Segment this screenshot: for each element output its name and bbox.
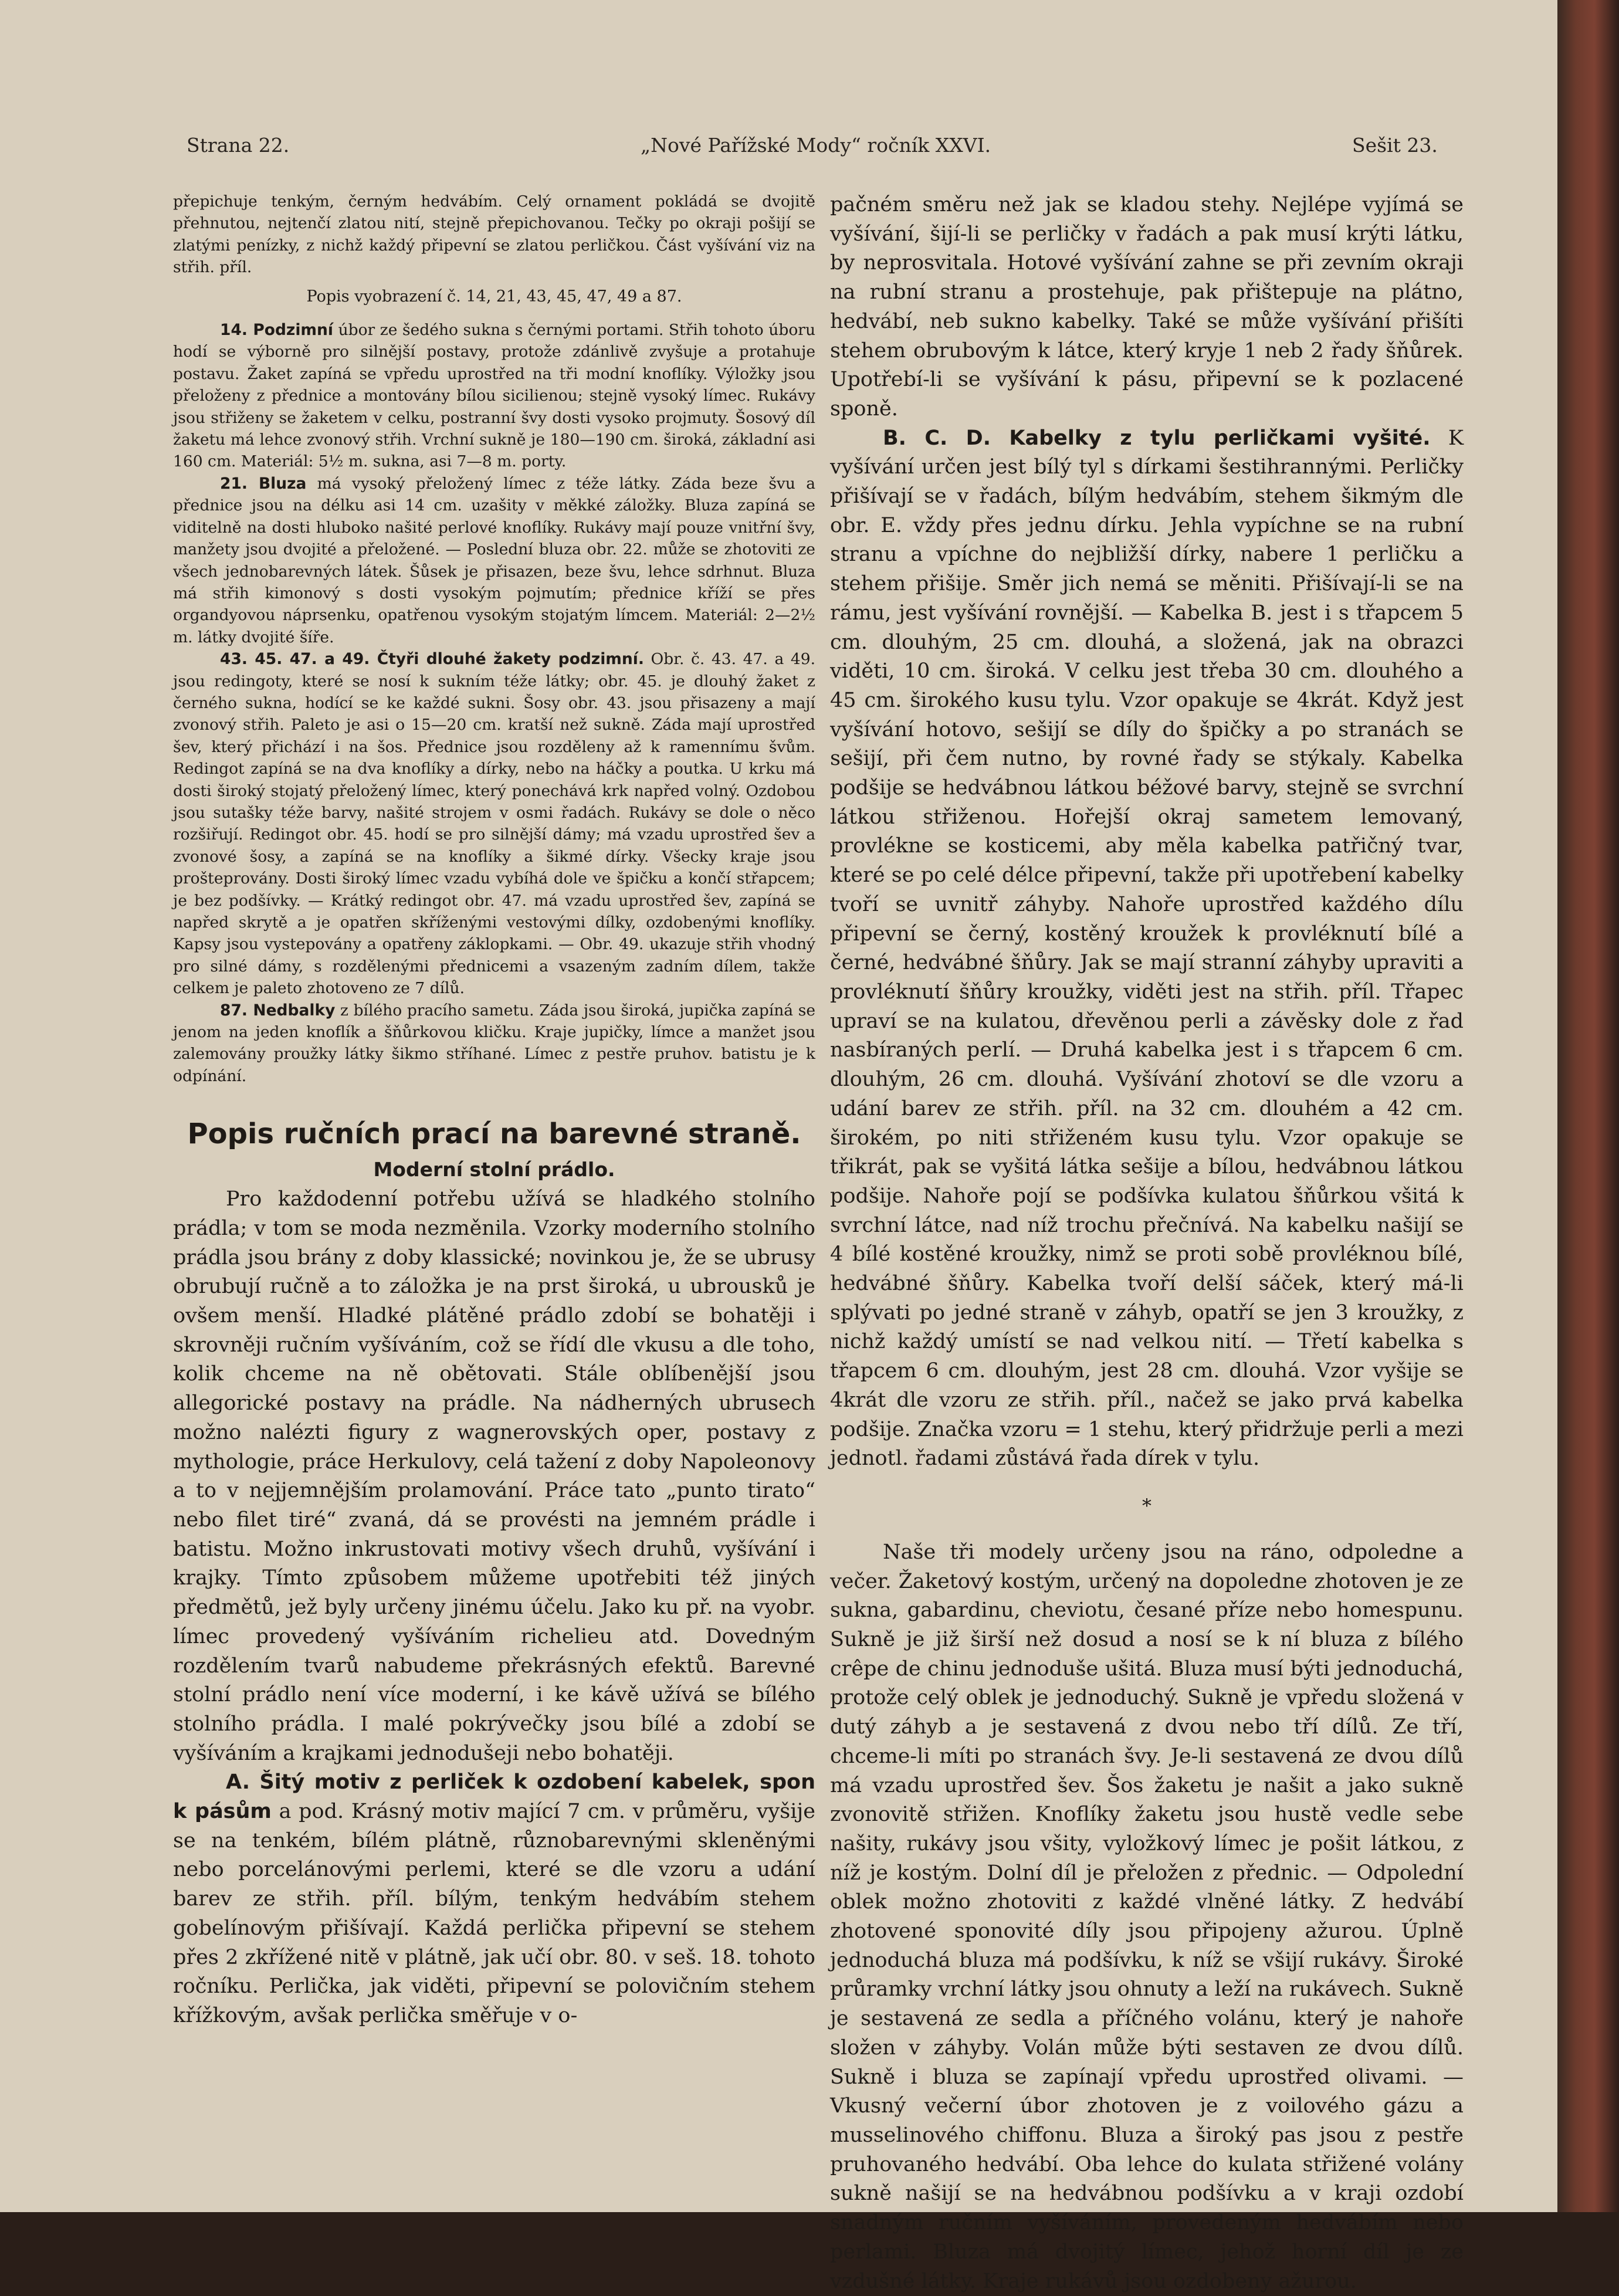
- item-14-lead: 14. Podzimní: [220, 321, 333, 340]
- book-binding-edge: [1557, 0, 1619, 2212]
- item-bcd-text: K vyšívání určen jest bílý tyl s dírkami šestihrannými. Perličky přišívají se v řadách, bílým hedvábím, stehem šikmým dle obr. E. vždy přes jednu dírku. Jehla vypíchne se na rubní stranu a vpíchne do nejbližší dírky, nabere 1 perličku a stehem přišije. Směr jich nemá se měniti. Přišívají-li se na rámu, jest vyšívání rovnější. — Kabelka B. jest i s třapcem 5 cm. dlouhým, 25 cm. dlouhá, a složená, jak na obrazci viděti, 10 cm. široká. V celku jest třeba 30 cm. dlouhého a 45 cm. širokého kusu tylu. Vzor opakuje se 4krát. Když jest vyšívání hotovo, sešijí se díly do špičky a po stranách se sešijí, při čem nutno, by rovné řady se stýkaly. Kabelka podšije se hedvábnou látkou béžové barvy, stejně se svrchní látkou střiženou. Hořejší okraj sametem lemovaný, provlékne se kosticemi, aby měla kabelka patřičný tvar, které se po celé délce připevní, takže při upotřebení kabelky tvoří se uvnitř záhyby. Nahoře uprostřed každého dílu připevní se černý, kostěný kroužek k provléknutí bílé a černé, hedvábné šňůry. Jak se mají stranní záhyby upraviti a provléknutí šňůry kroužky, viděti jest na střih. příl. Třapec upraví se na kulatou, dřevěnou perli a závěsky dole z řad nasbíraných perlí. — Druhá kabelka jest i s třapcem 6 cm. dlouhým, 26 cm. dlouhá. Vyšívání zhotoví se dle vzoru a udání barev ze střih. příl. na 32 cm. dlouhém a 42 cm. širokém, po niti střiženém kusu tylu. Vzor opakuje se třikrát, pak se vyšitá látka sešije a bílou, hedvábnou látkou podšije. Nahoře pojí se podšívka kulatou šňůrkou všitá k svrchní látce, nad níž trochu přečnívá. Na kabelku našijí se 4 bílé kostěné kroužky, nimž se proti sobě provléknou bílé, hedvábné šňůry. Kabelka tvoří delší sáček, který má-li splývati po jedné straně v záhyb, opatří se jen 3 kroužky, z nichž každý umístí se nad velkou nití. — Třetí kabelka s třapcem 6 cm. dlouhým, jest 28 cm. dlouhá. Vzor vyšije se 4krát dle vzoru ze střih. příl., načež se jako prvá kabelka podšije. Značka vzoru = 1 stehu, který přidržuje perli a mezi jednotl. řadami zůstává řada dírek v tylu.: [830, 426, 1464, 1471]
- item-43-text: Obr. č. 43. 47. a 49. jsou redingoty, které se nosí k sukním téže látky; obr. 45. je dlouhý žaket z černého sukna, hodící se ke každé sukni. Šosy obr. 43. jsou přisazeny a mají zvonový střih. Paleto je asi o 15—20 cm. kratší než sukně. Záda mají uprostřed šev, který přichází i na šos. Přednice jsou rozděleny až k ramennímu švům. Redingot zapíná se na dva knoflíky a dírky, nebo na háčky a poutka. U krku má dosti široký stojatý přeložený límec, který ponechává krk napřed volný. Ozdobou jsou sutašky téže barvy, našité strojem v osmi řadách. Rukávy se dole o něco rozšiřují. Redingot obr. 45. hodí se pro silnější dámy; má vzadu uprostřed šev a zvonové šosy, a zapíná se na knoflíky a šikmé dírky. Všecky kraje jsou prošteprovány. Dosti široký límec vzadu vybíhá dole ve špičku a končí střapcem; je bez podšívky. — Krátký redingot obr. 47. má vzadu uprostřed šev, zapíná se napřed skrytě a je opatřen skříženými vestovými dílky, ozdobenými knoflíky. Kapsy jsou vystepovány a opatřeny záklopkami. — Obr. 49. ukazuje střih vhodný pro silné dámy, s rozdělenými přednicemi a vsazeným zadním dílem, takže celkem je paleto zhotoveno ze 7 dílů.: [173, 650, 816, 998]
- continued-paragraph: pačném směru než jak se kladou stehy. Nejlépe vyjímá se vyšívání, šijí-li se perličky v řadách a pak musí krýti látku, by neprosvitala. Hotové vyšívání zahne se při zevním okraji na rubní stranu a prostehuje, pak přištepuje na plátno, hedvábí, neb sukno kabelky. Také se může vyšívání přišíti stehem obrubovým k látce, který kryje 1 neb 2 řady šňůrek. Upotřebí-li se vyšívání k pásu, připevní se k pozlacené sponě.: [830, 193, 1464, 421]
- item-21-paragraph: [173, 473, 815, 648]
- item-43-lead: 43. 45. 47. a 49. Čtyři dlouhé žakety podzimní.: [220, 650, 644, 669]
- item-a-text: a pod. Krásný motiv mající 7 cm. v průměru, vyšije se na tenkém, bílém plátně, různobarevnými skleněnými nebo porcelánovými perlemi, které se dle vzoru a udání barev ze střih. příl. bílým, tenkým hedvábím stehem gobelínovým přišívají. Každá perlička připevní se stehem přes 2 zkřížené nitě v plátně, jak učí obr. 80. v seš. 18. tohoto ročníku. Perlička, jak viděti, připevní se polovičním stehem křížkovým, avšak perlička směřuje v o-: [173, 1800, 815, 2027]
- item-14-text: úbor ze šedého sukna s černými portami. Střih tohoto úboru hodí se výborně pro silnější postavy, protože zdánlivě zvyšuje a protahuje postavu. Žaket zapíná se vpředu uprostřed na tři modní knoflíky. Výložky jsou přeloženy z přednice a montovány bílou sicilienou; stejně vysoký límec. Rukávy jsou střiženy se žaketem v celku, postranní švy dosti vysoko projmuty. Šosový díl žaketu má lehce zvonový střih. Vrchní sukně je 180—190 cm. široká, základní asi 160 cm. Materiál: 5½ m. sukna, asi 7—8 m. porty.: [173, 321, 816, 471]
- models-paragraph: Naše tři modely určeny jsou na ráno, odpoledne a večer. Žaketový kostým, určený na dopoledne zhotoven je ze sukna, gabardinu, cheviotu, česané příze nebo homespunu. Sukně je již širší než dosud a nosí se k ní bluza z bílého crêpe de chinu jednoduše ušitá. Bluza musí býti jednoduchá, protože celý oblek je jednoduchý. Sukně je vpředu složená v dutý záhyb a je sestavená z dvou nebo tří dílů. Ze tří, chceme-li míti po stranách švy. Je-li sestavená ze dvou dílů má vzadu uprostřed šev. Šos žaketu je našit a jako sukně zvonovitě střižen. Knoflíky žaketu jsou hustě vedle sebe našity, rukávy jsou všity, vyložkový límec je pošit látkou, z níž je kostým. Dolní díl je přeložen z přednic. — Odpolední oblek možno zhotoviti z každé vlněné látky. Z hedvábí zhotovené sponovité díly jsou připojeny ažurou. Úplně jednoduchá bluza má podšívku, k níž se všijí rukávy. Široké průramky vrchní látky jsou ohnuty a leží na rukávech. Sukně je sestavená ze sedla a příčného volánu, který je nahoře složen v záhyby. Volán může býti sestaven ze dvou dílů. Sukně i bluza se zapínají vpředu uprostřed olivami. — Vkusný večerní úbor zhotoven je z voilového gázu a musselinového chiffonu. Bluza a široký pas jsou z pestře pruhovaného hedvábí. Oba lehce do kulata střižené volány sukně našijí se na hedvábnou podšívku a v kraji ozdobí snadným ručním vyšíváním, provedeným hedvábím nebo perlami. Bluza má dvojitý límec, jehož horní díl je ze vzdušné látky. Kraje rukávů jsou ozdobeny ažurou.: [830, 1540, 1464, 2293]
- page-number: Strana 22.: [187, 134, 290, 157]
- item-21-lead: 21. Bluza: [220, 474, 307, 493]
- item-a-lead: A. Šitý motiv z perliček k ozdobení kabelek, spon k pásům: [173, 1770, 815, 1824]
- item-43-paragraph: [173, 648, 815, 1000]
- right-column: [830, 191, 1464, 2296]
- intro-paragraph: přepichuje tenkým, černým hedvábím. Celý ornament pokládá se dvojitě přehnutou, nejtenčí zlatou nití, stejně přepichovanou. Tečky po okraji pošijí se zlatými penízky, z nichž každý připevní se zlatou perličkou. Část vyšívání viz na střih. příl.: [173, 192, 815, 277]
- table-linen-paragraph: Pro každodenní potřebu užívá se hladkého stolního prádla; v tom se moda nezměnila. Vzorky moderního stolního prádla jsou brány z doby klassické; novinkou je, že se ubrusy obrubují ručně a to záložka je na prst široká, u ubrousků je ovšem menší. Hladké plátěné prádlo zdobí se bohatěji i skrovněji ručním vyšíváním, což se řídí dle vkusu a dle toho, kolik chceme na ně obětovati. Stále oblíbenější jsou allegorické postavy na prádle. Na nádherných ubrusech možno nalézti figury z wagnerovských oper, postavy z mythologie, práce Herkulovy, celá tažení z doby Napoleonovy a to v nejjemnějším prolamování. Práce tato „punto tirato“ nebo filet tiré“ zvaná, dá se provésti na jemném prádle i batistu. Možno inkrustovati motivy všech druhů, vyšívání i krajky. Tímto způsobem můžeme upotřebiti též jiných předmětů, jež byly určeny jinému účelu. Jako ku př. na vyobr. límec provedený vyšíváním richelieu atd. Dovedným rozdělením tvarů nabudeme překrásných efektů. Barevné stolní prádlo není více moderní, i ke kávě užívá se bílého stolního prádla. I malé pokrývečky jsou bílé a zdobí se vyšíváním a krajkami jednodušeji nebo bohatěji.: [173, 1187, 815, 1765]
- item-87-paragraph: [173, 1000, 815, 1088]
- left-column: [173, 191, 815, 2031]
- item-87-lead: 87. Nedbalky: [220, 1001, 336, 1020]
- section-title: Popis ručních prací na barevné straně.: [187, 1117, 801, 1151]
- item-87-text: z bílého pracího sametu. Záda jsou široká, jupička zapíná se jenom na jeden knoflík a šňůrkovou kličku. Kraje jupičky, límce a manžet jsou zalemovány proužky látky šikmo stříhané. Límec z pestře pruhov. batistu je k odpínání.: [173, 1001, 815, 1085]
- issue-number: Sešit 23.: [1352, 134, 1438, 157]
- item-a-paragraph: [173, 1768, 815, 2030]
- section-subheading: Moderní stolní prádlo.: [373, 1158, 615, 1181]
- item-bcd-paragraph: [830, 424, 1464, 1474]
- item-14-paragraph: [173, 319, 815, 473]
- item-21-text: má vysoký přeložený límec z téže látky. Záda beze švu a přednice jsou na délku asi 14 cm. uzašity v měkké záložky. Bluza zapíná se viditelně na dosti hluboko našité perlové knoflíky. Rukávy mají pouze vnitřní švy, manžety jsou dvojité a přeložené. — Poslední bluza obr. 22. může se zhotoviti ze všech jednobarevných látek. Šůsek je přisazen, beze švu, lehce sdrhnut. Bluza má střih kimonový s dosti vysokým pojmutím; přednice kříží se přes organdyovou náprsenku, opatřenou vysokým stojatým límcem. Materiál: 2—2½ m. látky dvojité šíře.: [173, 474, 815, 646]
- magazine-title: „Nové Pařížské Mody“ ročník XXVI.: [641, 134, 991, 157]
- item-bcd-lead: B. C. D. Kabelky z tylu perličkami vyšité.: [883, 426, 1431, 450]
- popis-heading: Popis vyobrazení č. 14, 21, 43, 45, 47, 49 a 87.: [306, 287, 682, 306]
- separator-star: *: [1142, 1494, 1151, 1517]
